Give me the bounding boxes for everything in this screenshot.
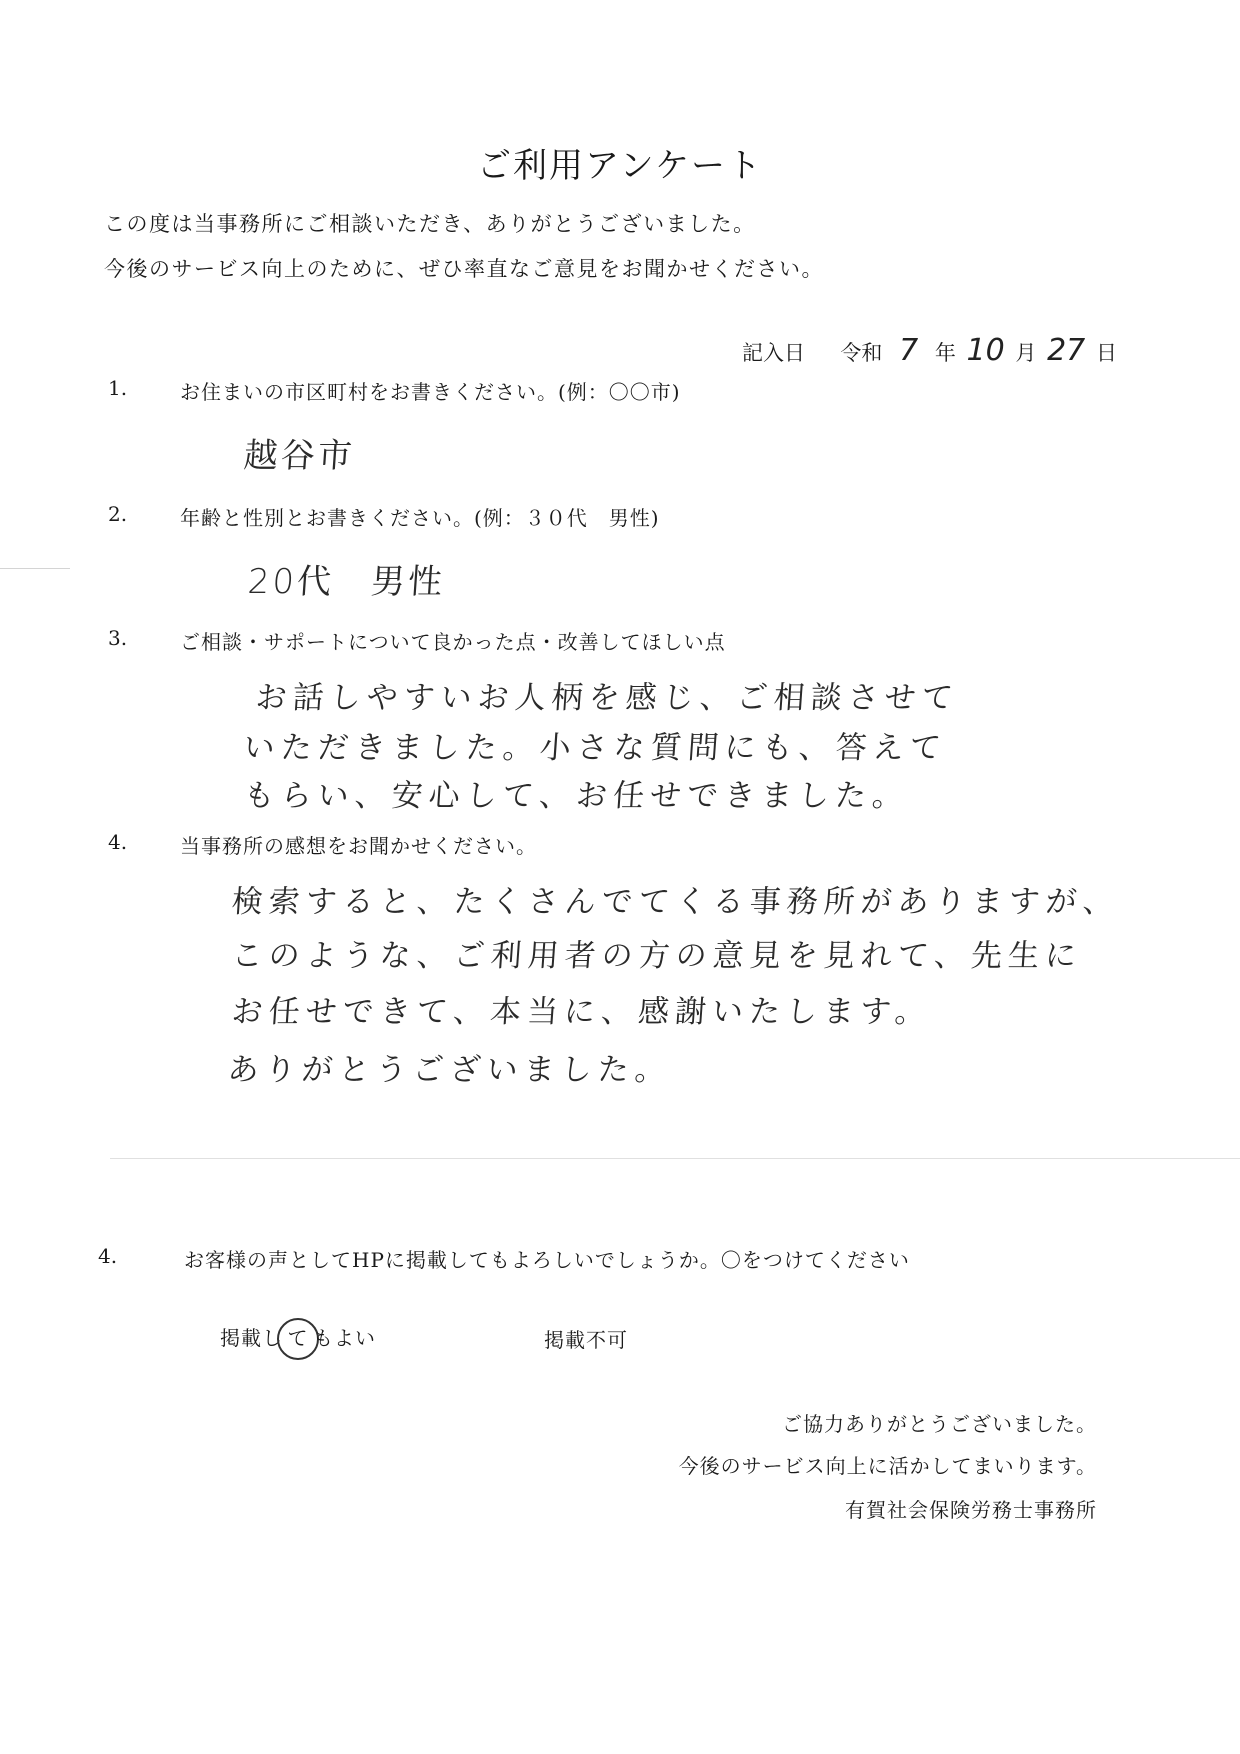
fold-line-middle — [110, 1158, 1240, 1159]
question-5-text: お客様の声としてHPに掲載してもよろしいでしょうか。〇をつけてください — [184, 1248, 910, 1272]
question-3-number: 3. — [108, 626, 128, 650]
question-3-answer-line-1[interactable]: お話しやすいお人柄を感じ、ご相談させて — [254, 680, 961, 716]
question-4-answer-line-2[interactable]: このような、ご利用者の方の意見を見れて、先生に — [230, 938, 1084, 974]
consent-option-yes[interactable] — [220, 1318, 376, 1360]
date-year[interactable]: 7 — [899, 333, 919, 368]
entry-date — [742, 333, 1117, 368]
date-month[interactable]: 10 — [966, 333, 1005, 368]
question-3-answer-line-3[interactable]: もらい、安心して、お任せできました。 — [242, 778, 911, 814]
question-2-text: 年齢と性別とお書きください。(例：３０代 男性) — [180, 506, 660, 530]
question-4-number: 4. — [108, 830, 128, 854]
question-4-answer-line-1[interactable]: 検索すると、たくさんでてくる事務所がありますが、 — [230, 884, 1122, 920]
question-1-text: お住まいの市区町村をお書きください。(例：〇〇市) — [180, 380, 681, 404]
page-title: ご利用アンケート — [477, 146, 763, 186]
question-1-answer[interactable]: 越谷市 — [242, 436, 357, 476]
date-month-unit: 月 — [1015, 341, 1037, 365]
intro-line-1: この度は当事務所にご相談いただき、ありがとうございました。 — [104, 212, 756, 236]
question-1-number: 1. — [108, 376, 128, 400]
closing-line-1: ご協力ありがとうございました。 — [782, 1412, 1097, 1436]
date-day-unit: 日 — [1095, 341, 1117, 365]
date-day[interactable]: 27 — [1047, 333, 1086, 368]
question-5-number: 4. — [98, 1244, 118, 1268]
consent-yes-post: もよい — [313, 1326, 376, 1350]
question-4-answer-line-4[interactable]: ありがとうございました。 — [226, 1052, 674, 1088]
closing-line-2: 今後のサービス向上に活かしてまいります。 — [678, 1454, 1097, 1478]
question-3-text: ご相談・サポートについて良かった点・改善してほしい点 — [180, 630, 726, 654]
date-year-unit: 年 — [934, 341, 956, 365]
question-2-answer[interactable]: 20代 男性 — [246, 562, 447, 602]
question-3-answer-line-2[interactable]: いただきました。小さな質問にも、答えて — [242, 730, 949, 766]
date-era: 令和 — [840, 341, 883, 365]
question-2-number: 2. — [108, 502, 128, 526]
intro-line-2: 今後のサービス向上のために、ぜひ率直なご意見をお聞かせください。 — [104, 257, 824, 281]
office-name: 有賀社会保険労務士事務所 — [845, 1498, 1097, 1522]
fold-line — [0, 568, 70, 569]
consent-circle-mark: て — [277, 1318, 319, 1360]
consent-yes-pre: 掲載し — [220, 1326, 283, 1350]
consent-option-no[interactable]: 掲載不可 — [544, 1328, 628, 1352]
date-label: 記入日 — [742, 341, 805, 365]
question-4-answer-line-3[interactable]: お任せできて、本当に、感謝いたします。 — [230, 994, 933, 1030]
question-4-text: 当事務所の感想をお聞かせください。 — [180, 834, 537, 858]
